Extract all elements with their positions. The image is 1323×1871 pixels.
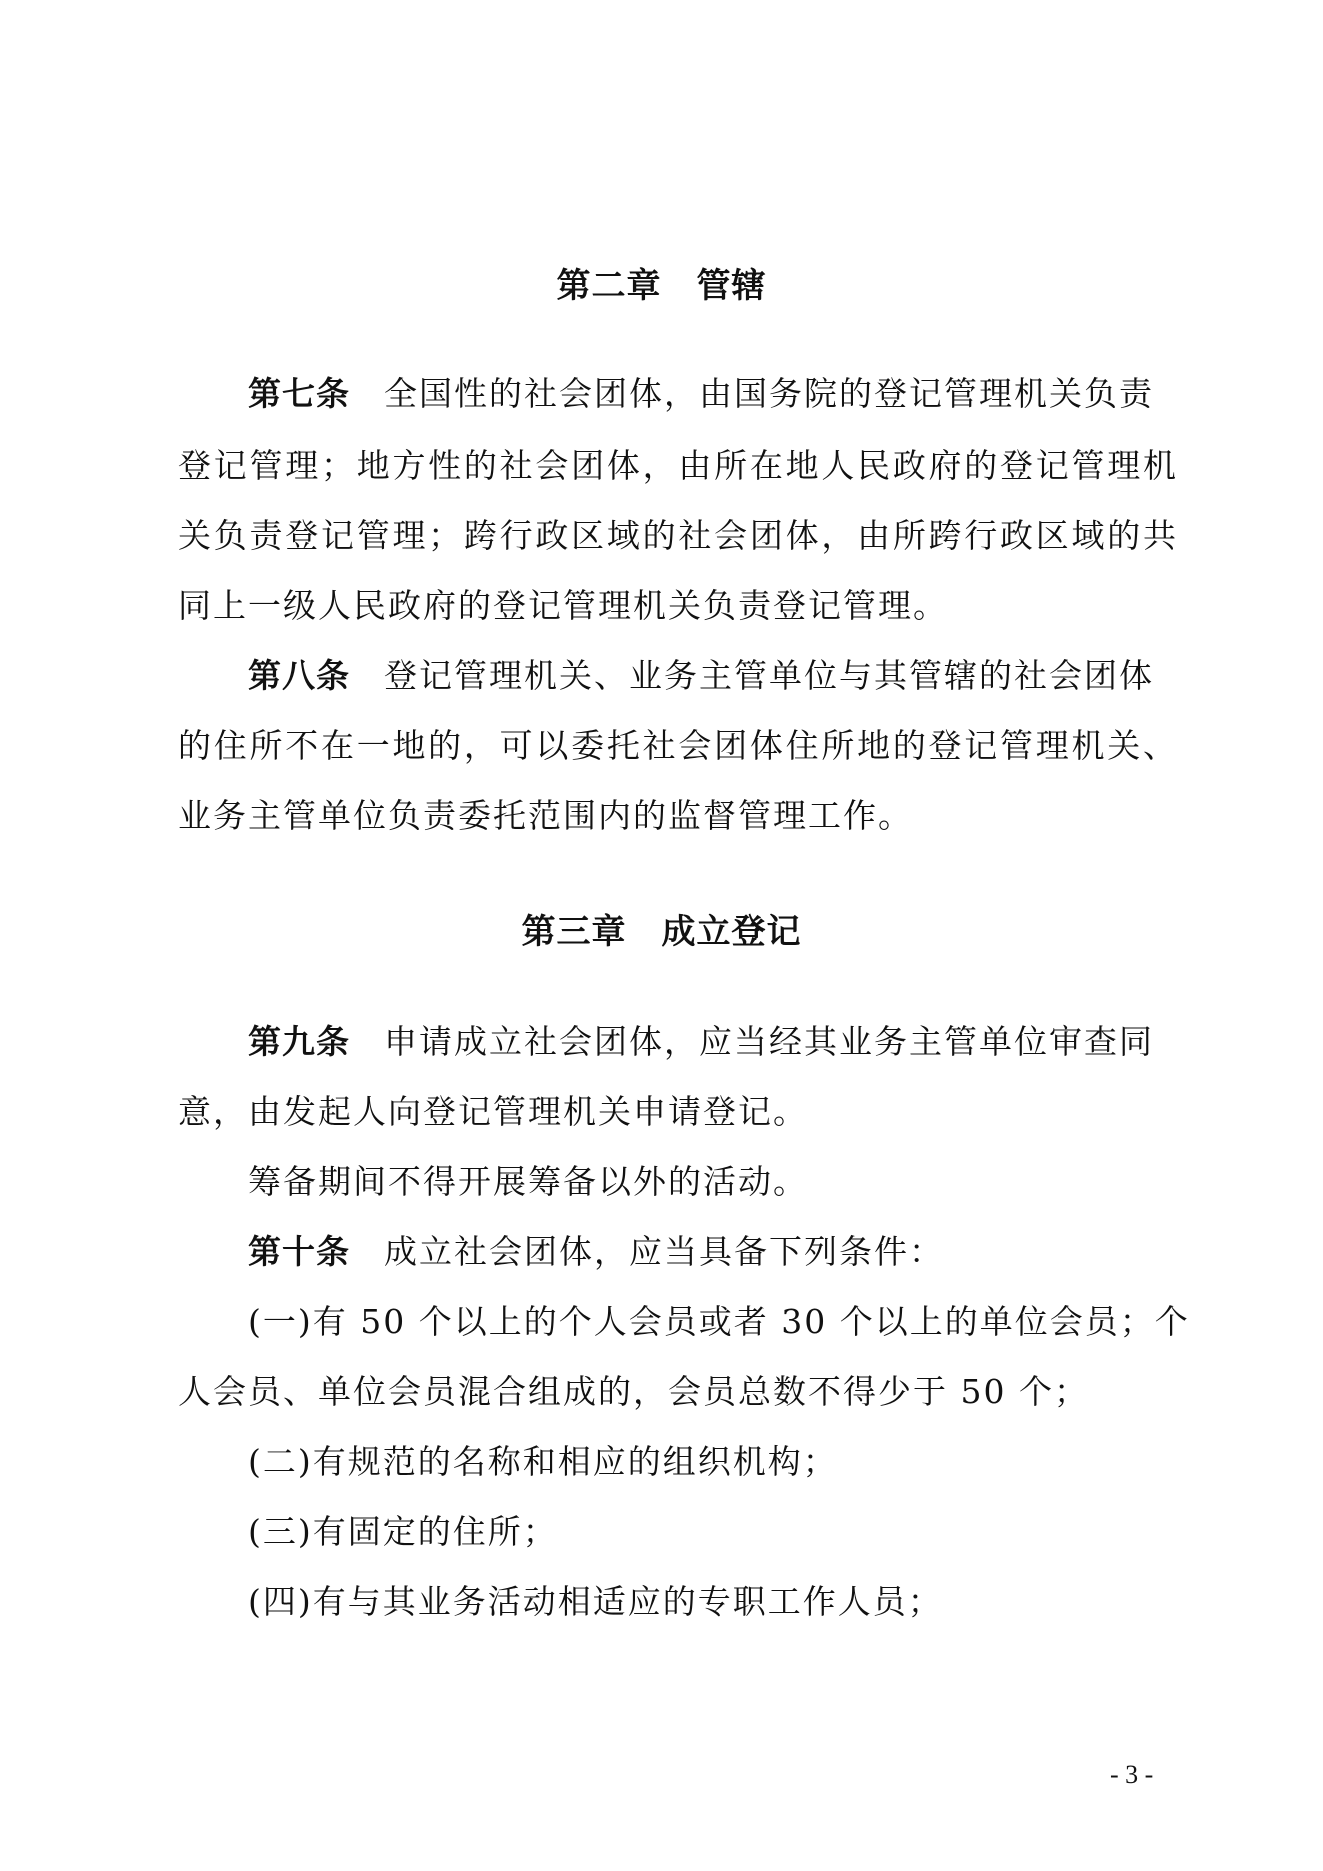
article-10-label: 第十条 [248, 1232, 350, 1271]
article-9-first-line [248, 1020, 1154, 1064]
article-7-text-line-2: 登记管理；地方性的社会团体，由所在地人民政府的登记管理机 [178, 446, 1178, 485]
article-8-text-line-1: 登记管理机关、业务主管单位与其管辖的社会团体 [384, 656, 1154, 695]
article-10-item-1-line-1: (一)有 50 个以上的个人会员或者 30 个以上的单位会员；个 [248, 1302, 1190, 1341]
article-9-paragraph-2: 筹备期间不得开展筹备以外的活动。 [248, 1162, 808, 1201]
article-7-first-line [248, 372, 1154, 416]
article-9-label: 第九条 [248, 1022, 350, 1061]
article-8-first-line [248, 654, 1154, 698]
article-8-text-line-3: 业务主管单位负责委托范围内的监督管理工作。 [178, 796, 913, 835]
article-8-label: 第八条 [248, 656, 350, 695]
page-number: - 3 - [1110, 1760, 1154, 1789]
article-10-item-4: (四)有与其业务活动相适应的专职工作人员； [248, 1582, 943, 1621]
chapter-3-heading: 第三章 成立登记 [521, 912, 802, 952]
article-10-first-line [248, 1230, 944, 1274]
article-10-item-3: (三)有固定的住所； [248, 1512, 558, 1551]
article-10-item-2: (二)有规范的名称和相应的组织机构； [248, 1442, 838, 1481]
chapter-2-heading: 第二章 管辖 [556, 266, 767, 306]
article-9-text-line-1: 申请成立社会团体，应当经其业务主管单位审查同 [384, 1022, 1154, 1061]
article-8-text-line-2: 的住所不在一地的，可以委托社会团体住所地的登记管理机关、 [178, 726, 1178, 765]
article-10-item-1-line-2: 人会员、单位会员混合组成的，会员总数不得少于 50 个； [178, 1372, 1089, 1411]
article-7-label: 第七条 [248, 374, 350, 413]
article-10-intro: 成立社会团体，应当具备下列条件： [384, 1232, 944, 1271]
article-7-text-line-4: 同上一级人民政府的登记管理机关负责登记管理。 [178, 586, 948, 625]
article-7-text-line-3: 关负责登记管理；跨行政区域的社会团体，由所跨行政区域的共 [178, 516, 1178, 555]
article-7-text-line-1: 全国性的社会团体，由国务院的登记管理机关负责 [384, 374, 1154, 413]
article-9-text-line-2: 意，由发起人向登记管理机关申请登记。 [178, 1092, 808, 1131]
